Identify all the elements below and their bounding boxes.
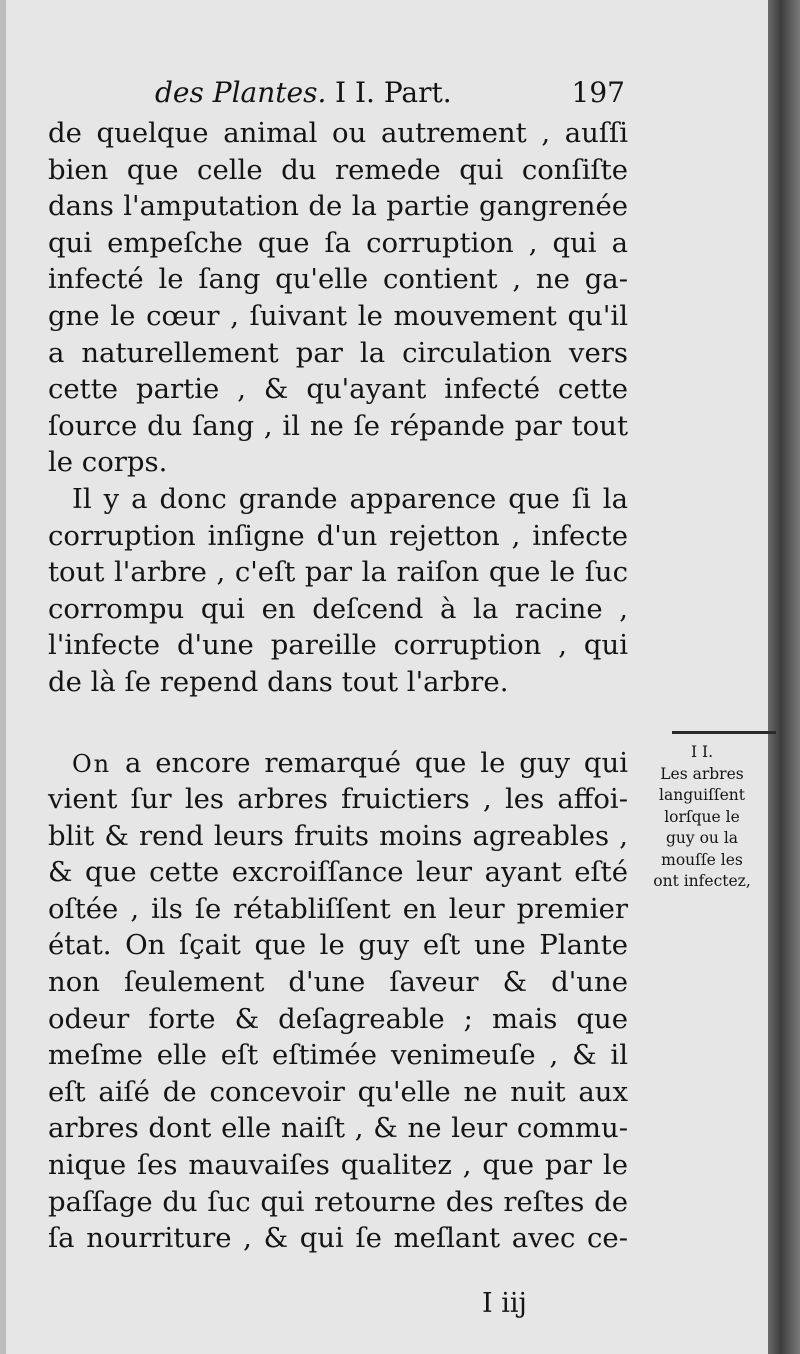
marginal-line: languiſſent — [659, 786, 745, 804]
running-header — [155, 76, 625, 116]
text-line: gne le cœur , ſuivant le mouvement qu'il — [48, 299, 628, 332]
marginal-line: ont infectez, — [653, 872, 751, 890]
text-line: arbres dont elle naiſt , & ne leur commu- — [48, 1112, 628, 1145]
text-line: vient ſur les arbres fruictiers , les affoi- — [48, 783, 628, 816]
marginal-line: Les arbres — [660, 764, 744, 783]
text-line: corruption inſigne d'un rejetton , infecte — [48, 519, 628, 552]
signature-mark: I iij — [482, 1288, 527, 1319]
text-line: Il y a donc grande apparence que ſi la — [72, 482, 628, 515]
text-line: oſtée , ils ſe rétabliſſent en leur premier — [48, 892, 628, 925]
text-line: ſource du ſang , il ne ſe répande par tout — [48, 409, 628, 442]
body-text — [48, 115, 628, 1257]
text-line: l'infecte d'une pareille corruption , qui — [48, 629, 628, 662]
page-edge — [768, 0, 800, 1354]
part-label: I I. Part. — [335, 76, 452, 109]
text-line: qui empeſche que ſa corruption , qui a — [48, 226, 628, 259]
marginal-number: I I. — [690, 743, 714, 761]
text-line: non ſeulement d'une ſaveur & d'une — [48, 966, 628, 999]
text-line: tout l'arbre , c'eſt par la raiſon que le ſuc — [48, 556, 628, 589]
margin-rule — [672, 731, 776, 734]
running-title: des Plantes. — [155, 76, 327, 109]
text-line: le corps. — [48, 446, 168, 479]
marginal-note — [636, 742, 768, 893]
text-line: bien que celle du remede qui conſiſte — [48, 153, 628, 186]
text-line: & que cette excroiſſance leur ayant eſté — [48, 856, 628, 889]
text-line: dans l'amputation de la partie gangrenée — [48, 190, 628, 223]
marginal-line: mouſſe les — [661, 850, 743, 869]
marginal-line: lorſque le — [664, 807, 740, 826]
text-line: paſſage du ſuc qui retourne des reſtes de — [48, 1185, 628, 1218]
text-line: état. On ſçait que le guy eſt une Plante — [48, 929, 628, 962]
marginal-line: guy ou la — [665, 829, 739, 847]
text-line: cette partie , & qu'ayant infecté cette — [48, 373, 628, 406]
section-initial: On — [72, 749, 112, 778]
text-line: eſt aiſé de concevoir qu'elle ne nuit aux — [48, 1075, 628, 1108]
text-line — [48, 745, 628, 782]
section-gap — [48, 701, 628, 745]
first-line-text: a encore remarqué que le guy qui — [124, 746, 628, 779]
text-line: corrompu qui en deſcend à la racine , — [48, 592, 628, 625]
text-line: a naturellement par la circulation vers — [48, 336, 628, 369]
text-line: blit & rend leurs fruits moins agreables , — [48, 819, 628, 852]
text-line: infecté le ſang qu'elle contient , ne ga- — [48, 263, 628, 296]
text-line: de là ſe repend dans tout l'arbre. — [48, 665, 509, 698]
text-line: de quelque animal ou autrement , auſſi — [48, 117, 628, 149]
text-line: nique ſes mauvaiſes qualitez , que par le — [48, 1149, 628, 1182]
page-number: 197 — [571, 76, 625, 109]
text-line: meſme elle eſt eſtimée venimeuſe , & il — [48, 1039, 628, 1072]
text-line: ſa nourriture , & qui ſe meſlant avec ce- — [48, 1222, 628, 1255]
text-line: odeur forte & deſagreable ; mais que — [48, 1002, 628, 1035]
